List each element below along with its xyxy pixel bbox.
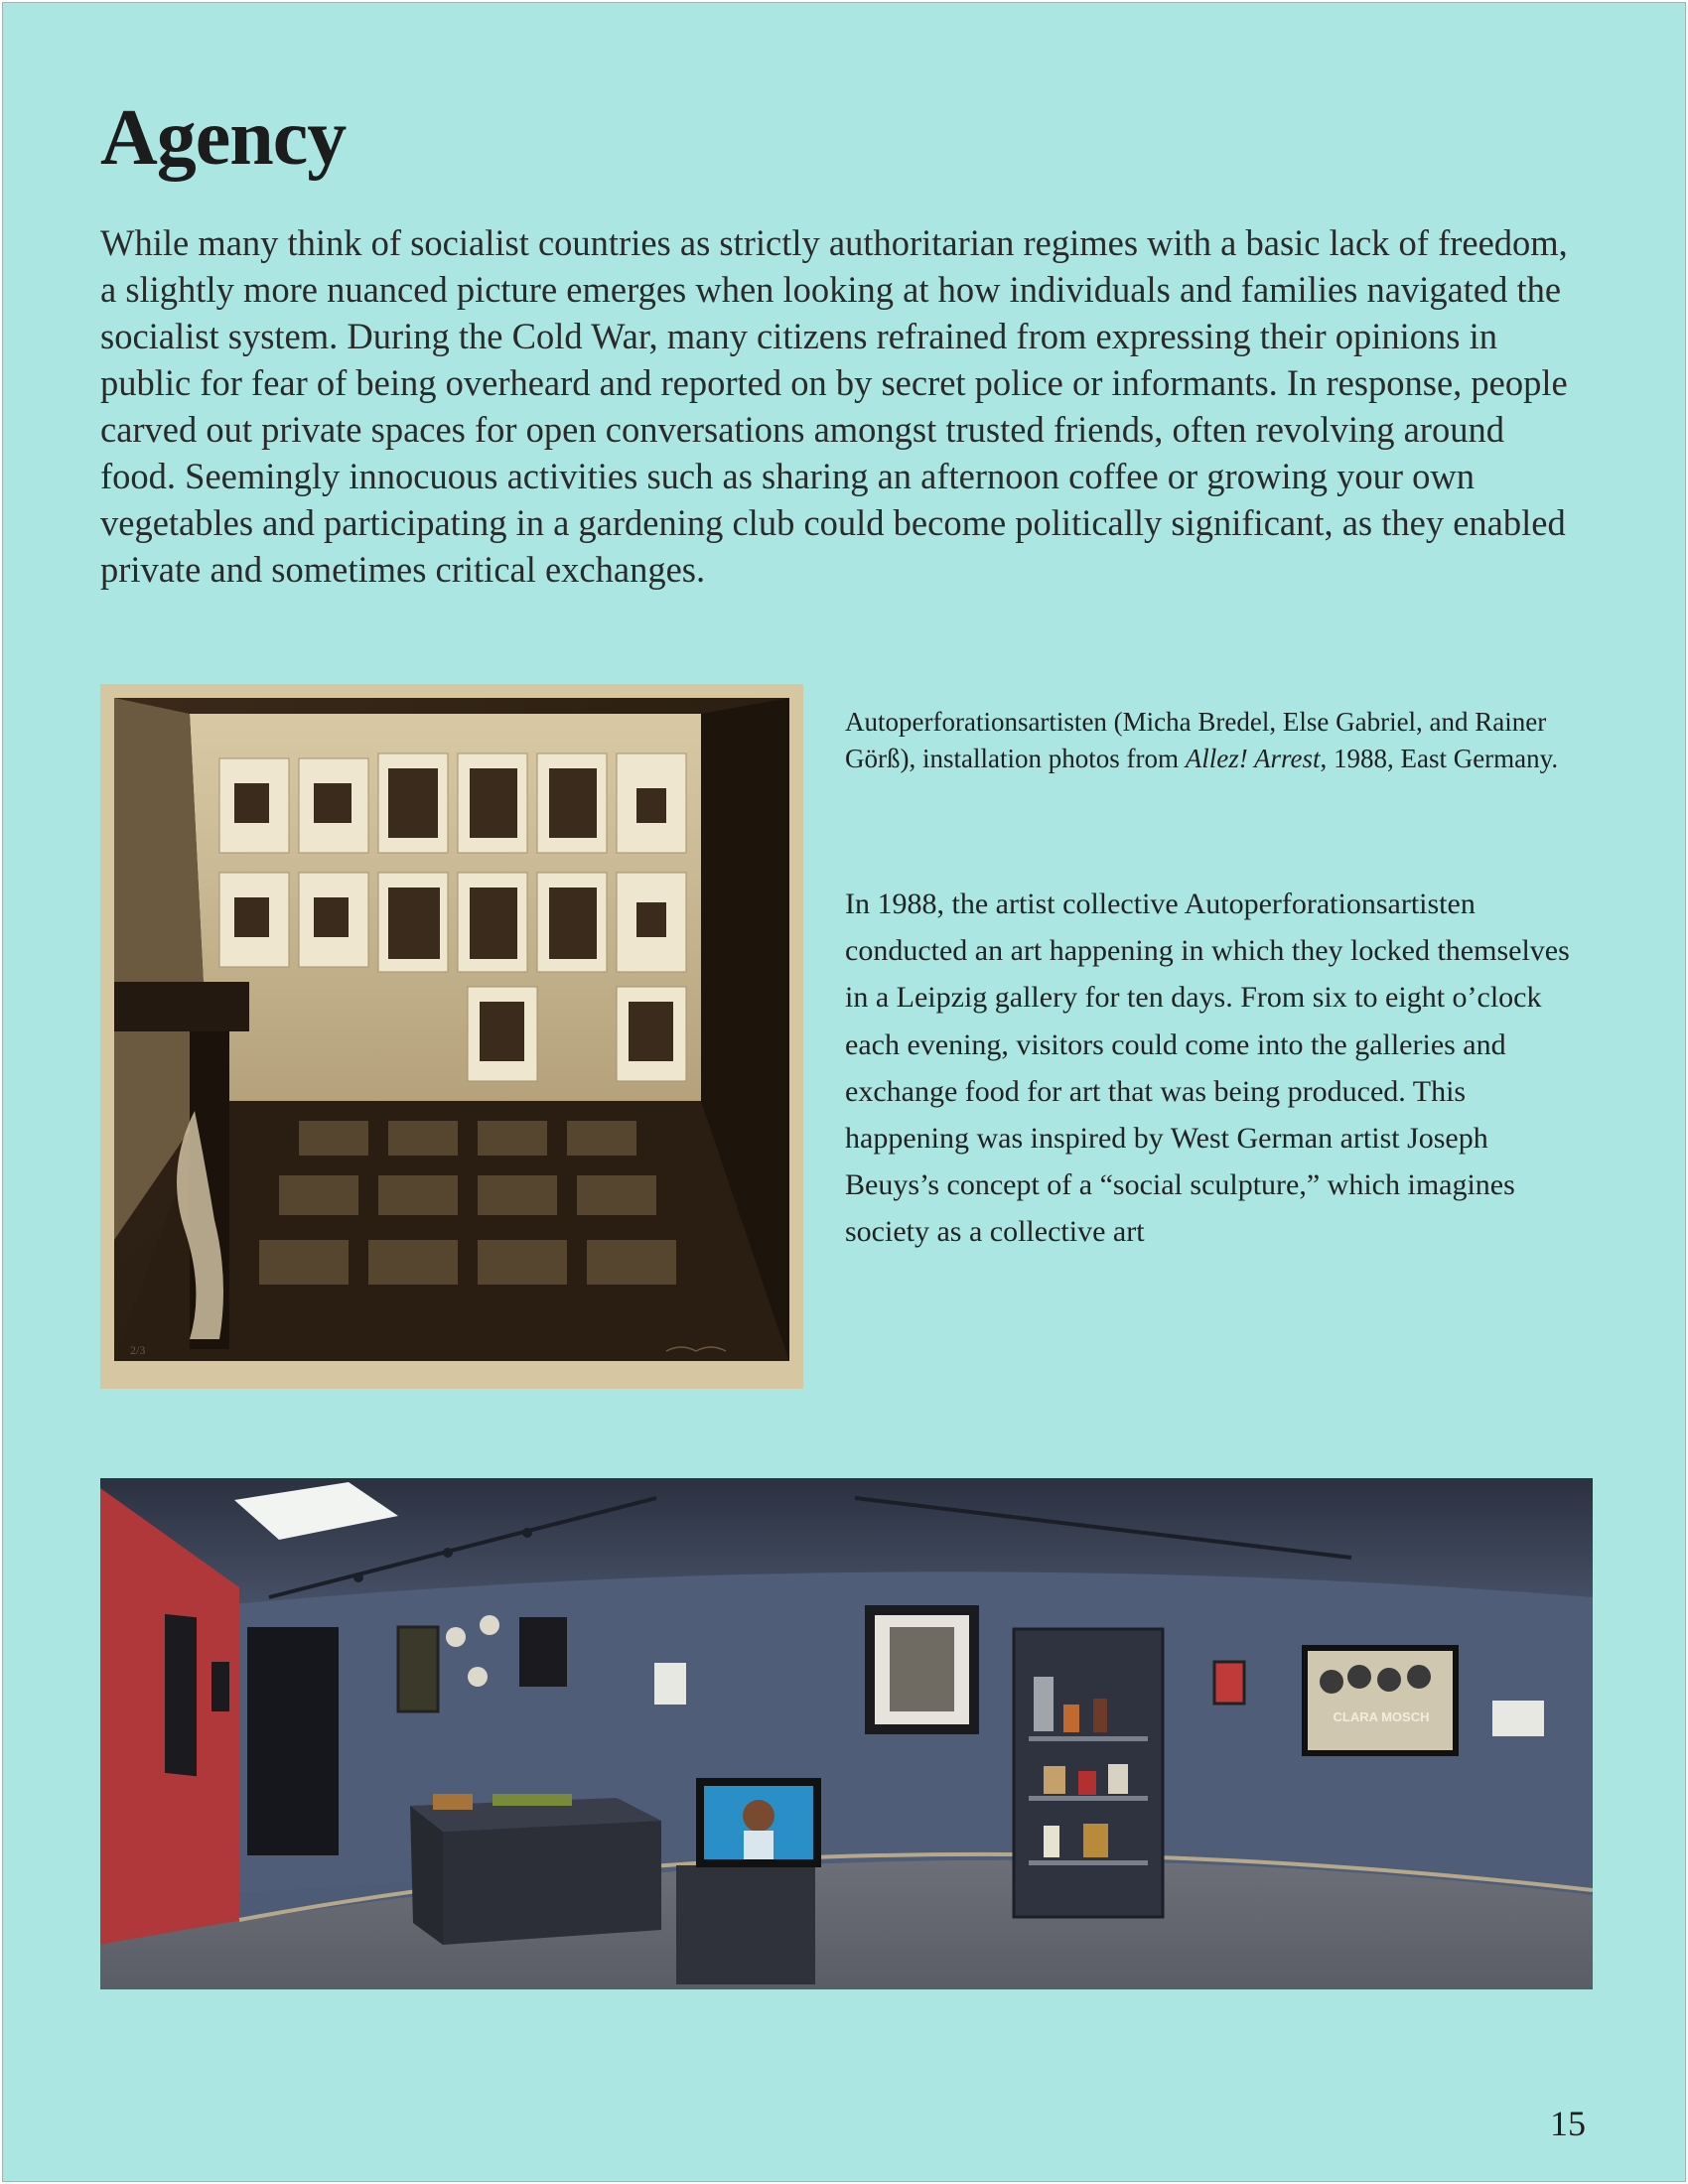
- intro-paragraph: While many think of socialist countries as strictly authoritarian regimes with a basic lack of freedom, a slightly more nuanced picture emerges when looking at how individuals and families navigated the socialist system. During the Cold War, many citizens refrained from expressing their opinions in public for fear of being overheard and reported on by secret police or informants. In response, people carved out private spaces for open conversations amongst trusted friends, often revolving around food. Seemingly innocuous activities such as sharing an afternoon coffee or growing your own vegetables and participating in a gardening club could become politically significant, as they enabled private and sometimes critical exchanges.: [100, 222, 1568, 590]
- page-number: 15: [1550, 2104, 1586, 2143]
- installation-photo: [100, 684, 803, 1389]
- svg-text:2/3: 2/3: [130, 1343, 146, 1357]
- poster-text: CLARA MOSCH: [1333, 1709, 1430, 1724]
- caption-text-end: , 1988, East Germany.: [1320, 744, 1559, 773]
- caption-text: Autoperforationsartisten (Micha Bredel, Else Gabriel, and Rainer Görß), installation photos from: [845, 707, 1547, 773]
- gallery-photo: [100, 1478, 1593, 1989]
- page-title: Agency: [100, 94, 347, 182]
- photo-caption: [845, 704, 1560, 777]
- page: [2, 2, 1686, 2182]
- caption-italic-title: Allez! Arrest: [1185, 744, 1321, 773]
- body-paragraph: In 1988, the artist collective Autoperforationsartisten conducted an art happening in which they locked themselves in a Leipzig gallery for ten days. From six to eight o’clock each evening, visitors could come into the galleries and exchange food for art that was being produced. This happening was inspired by West German artist Joseph Beuys’s concept of a “social sculpture,” which imagines society as a collective art: [845, 887, 1570, 1249]
